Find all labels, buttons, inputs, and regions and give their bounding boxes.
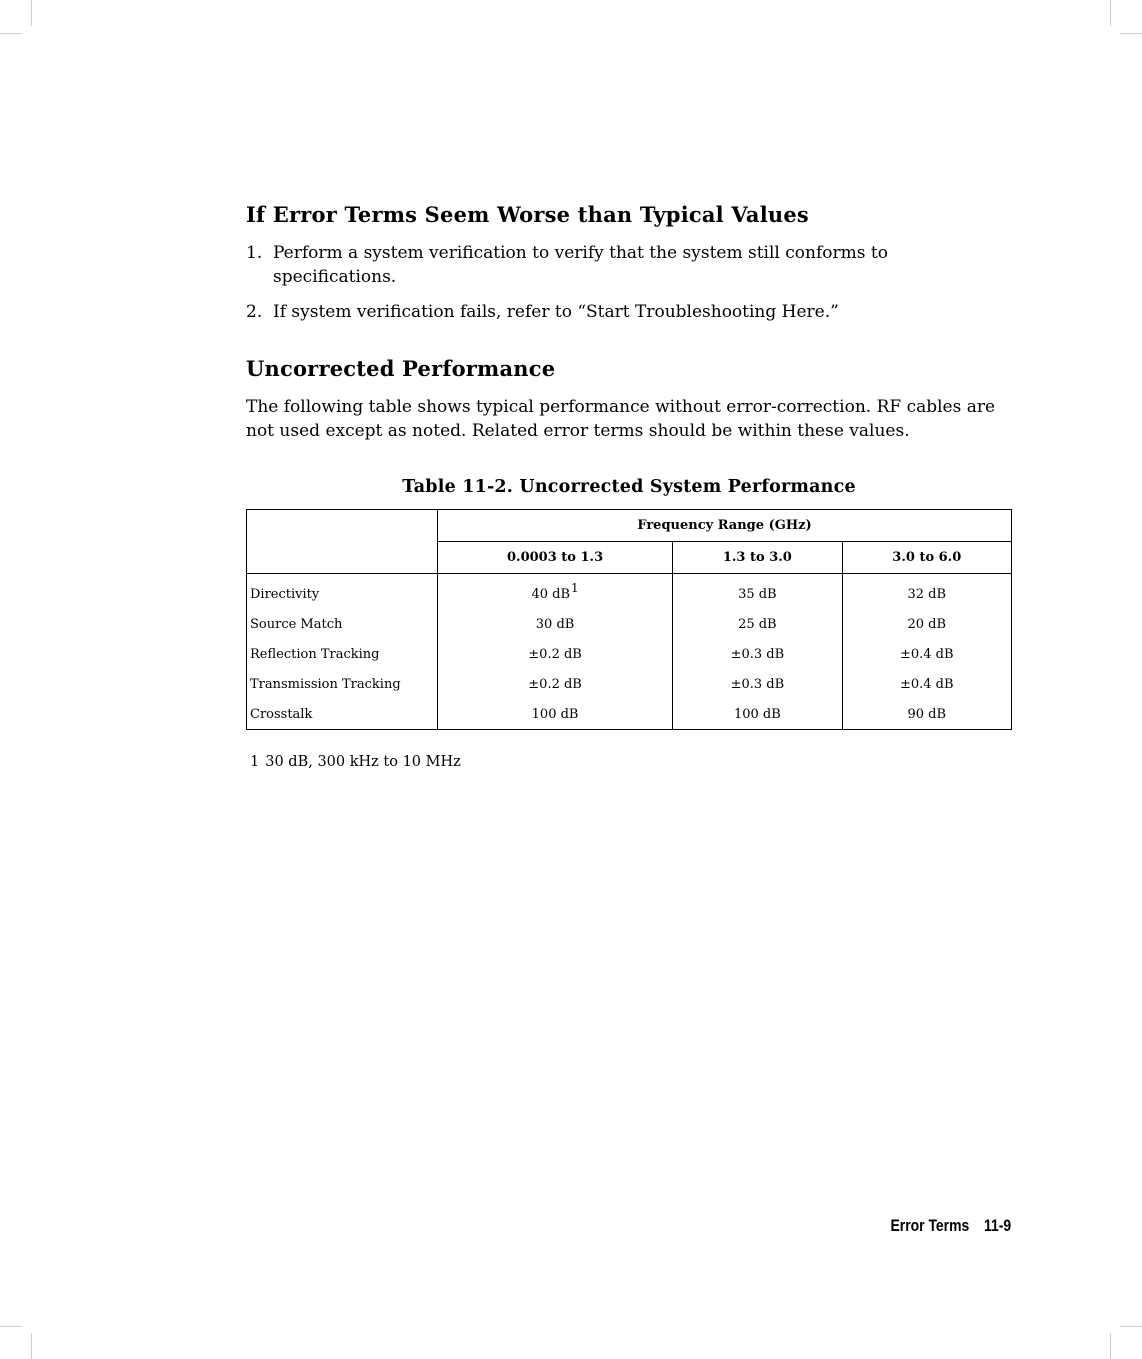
- crop-mark: [1110, 1333, 1111, 1359]
- table-caption: Table 11-2. Uncorrected System Performance: [402, 477, 856, 497]
- table-cell: 20 dB: [842, 609, 1011, 639]
- step-number: 1.: [246, 243, 263, 263]
- intro-paragraph: The following table shows typical performance without error-correction. RF cables are not used except as noted. Related error terms should be within these values.: [246, 397, 996, 441]
- footer-chapter: Error Terms: [890, 1216, 970, 1235]
- step-item: [246, 241, 1012, 289]
- table-cell: ±0.4 dB: [842, 669, 1011, 699]
- table-cell: 90 dB: [842, 699, 1011, 730]
- page-number: 11-9: [983, 1216, 1011, 1235]
- crop-mark: [31, 1333, 32, 1359]
- frequency-range-header: Frequency Range (GHz): [438, 510, 1012, 542]
- row-label: Source Match: [247, 609, 438, 639]
- table-cell: [438, 574, 673, 610]
- footnote-text: 30 dB, 300 kHz to 10 MHz: [265, 754, 461, 770]
- table-cell: ±0.4 dB: [842, 639, 1011, 669]
- cell-value: 40 dB: [531, 586, 571, 602]
- table-row: [247, 699, 1012, 730]
- step-text: If system verification fails, refer to “Start Troubleshooting Here.”: [273, 302, 839, 322]
- row-label: Crosstalk: [247, 699, 438, 730]
- row-label: Directivity: [247, 574, 438, 610]
- performance-table: [246, 509, 1012, 730]
- page-content: [246, 200, 1012, 770]
- crop-mark: [31, 0, 32, 26]
- table-row: [247, 574, 1012, 610]
- row-label: Transmission Tracking: [247, 669, 438, 699]
- table-corner-cell: [247, 510, 438, 542]
- crop-mark: [1120, 33, 1142, 34]
- table-row: [247, 609, 1012, 639]
- crop-mark: [0, 1326, 22, 1327]
- step-item: [246, 300, 1012, 324]
- section-heading-error-terms: If Error Terms Seem Worse than Typical Values: [246, 202, 809, 227]
- table-corner-cell: [247, 542, 438, 574]
- troubleshooting-steps: [246, 241, 1012, 324]
- column-header: 0.0003 to 1.3: [438, 542, 673, 574]
- row-label: Reflection Tracking: [247, 639, 438, 669]
- crop-mark: [0, 33, 22, 34]
- table-footnote: [246, 754, 1012, 770]
- table-cell: 30 dB: [438, 609, 673, 639]
- table-row: [247, 639, 1012, 669]
- table-row: [247, 669, 1012, 699]
- table-cell: 25 dB: [673, 609, 842, 639]
- footnote-ref: 1: [571, 580, 579, 595]
- table-cell: 32 dB: [842, 574, 1011, 610]
- crop-mark: [1110, 0, 1111, 26]
- crop-mark: [1120, 1326, 1142, 1327]
- table-cell: ±0.2 dB: [438, 639, 673, 669]
- section-heading-uncorrected-performance: Uncorrected Performance: [246, 356, 556, 381]
- table-cell: 100 dB: [438, 699, 673, 730]
- table-cell: 100 dB: [673, 699, 842, 730]
- table-cell: ±0.2 dB: [438, 669, 673, 699]
- column-header: 1.3 to 3.0: [673, 542, 842, 574]
- column-header: 3.0 to 6.0: [842, 542, 1011, 574]
- step-text: Perform a system verification to verify that the system still conforms to specifications.: [273, 243, 888, 287]
- table-cell: ±0.3 dB: [673, 669, 842, 699]
- step-number: 2.: [246, 302, 263, 322]
- table-cell: ±0.3 dB: [673, 639, 842, 669]
- footnote-number: 1: [250, 754, 260, 770]
- table-cell: 35 dB: [673, 574, 842, 610]
- running-footer: [890, 1216, 1011, 1236]
